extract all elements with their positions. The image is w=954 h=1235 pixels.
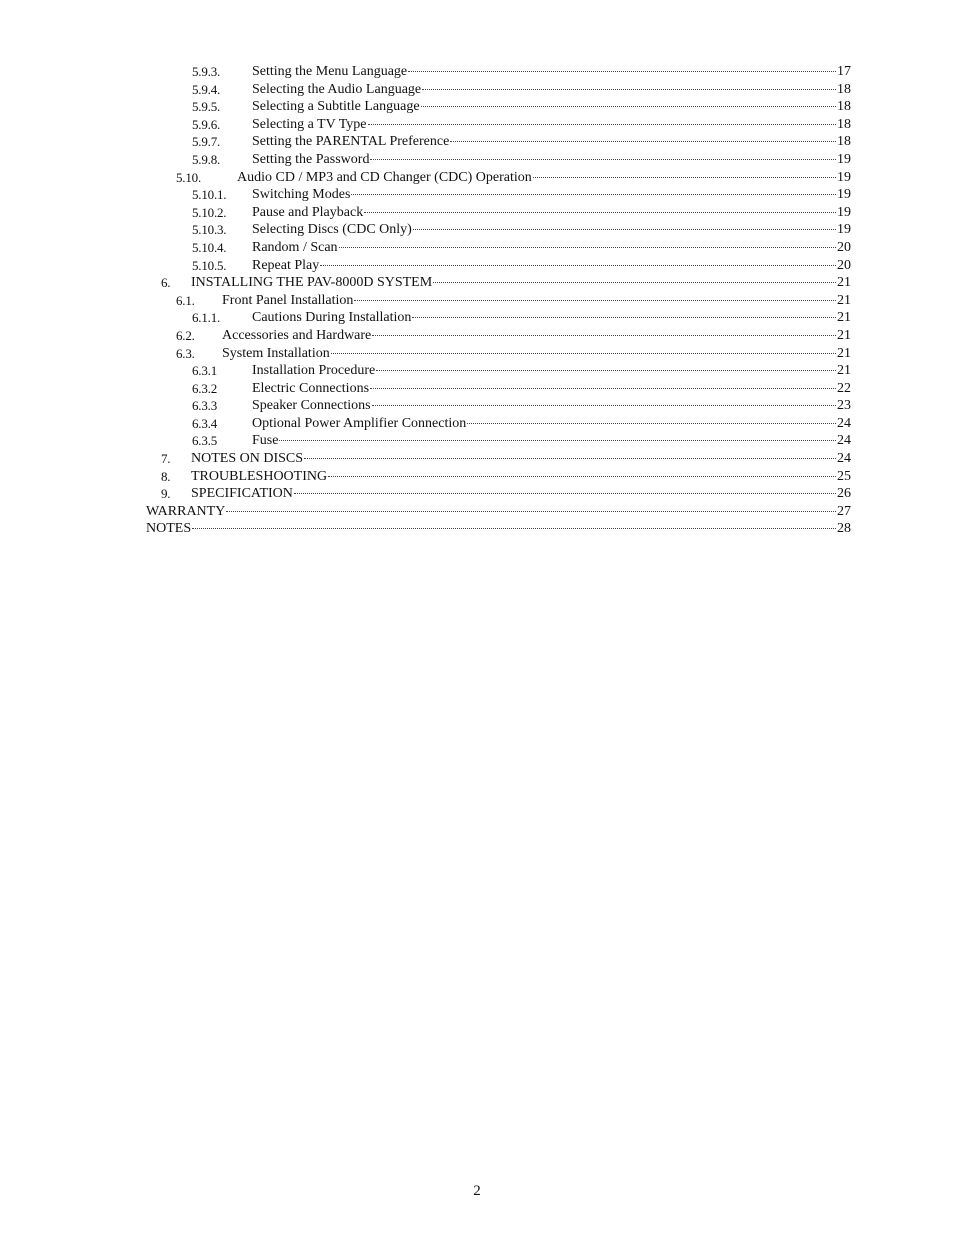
toc-entry[interactable]	[146, 81, 851, 99]
toc-entry[interactable]	[146, 292, 851, 310]
dot-leader	[364, 212, 836, 213]
toc-entry-line	[252, 397, 851, 415]
toc-entry-line	[252, 186, 851, 204]
toc-entry-title: Cautions During Installation	[252, 310, 412, 326]
toc-entry-page: 24	[837, 415, 851, 431]
toc-entry-title: Switching Modes	[252, 187, 351, 203]
toc-entry-page: 28	[837, 521, 851, 537]
toc-entry-number: 5.10.4.	[192, 239, 227, 255]
toc-entry-page: 22	[837, 380, 851, 396]
dot-leader	[408, 71, 836, 72]
toc-entry-number: 6.	[161, 275, 171, 291]
dot-leader	[328, 476, 836, 477]
dot-leader	[372, 405, 836, 406]
toc-entry[interactable]	[146, 274, 851, 292]
dot-leader	[533, 177, 836, 178]
toc-entry[interactable]	[146, 239, 851, 257]
toc-entry-page: 20	[837, 239, 851, 255]
toc-entry-page: 21	[837, 363, 851, 379]
toc-entry-number: 5.9.5.	[192, 99, 221, 115]
toc-entry-line	[252, 415, 851, 433]
toc-entry-line	[252, 362, 851, 380]
toc-entry-page: 17	[837, 64, 851, 79]
toc-entry[interactable]	[146, 362, 851, 380]
dot-leader	[331, 353, 836, 354]
dot-leader	[320, 265, 836, 266]
toc-entry-page: 25	[837, 468, 851, 484]
toc-entry-number: 8.	[161, 468, 171, 484]
toc-entry-title: Pause and Playback	[252, 204, 364, 220]
toc-entry-number: 5.9.4.	[192, 81, 221, 97]
toc-entry[interactable]	[146, 133, 851, 151]
toc-entry-number: 7.	[161, 451, 171, 467]
toc-entry-number: 9.	[161, 486, 171, 502]
toc-entry-title: NOTES	[146, 521, 192, 537]
dot-leader	[304, 458, 836, 459]
toc-entry-number: 6.1.	[176, 292, 195, 308]
toc-entry-line	[191, 468, 851, 486]
toc-entry-title: Selecting the Audio Language	[252, 81, 422, 97]
toc-entry[interactable]	[146, 63, 851, 81]
toc-entry-line	[191, 485, 851, 503]
dot-leader	[192, 528, 836, 529]
toc-entry-page: 19	[837, 204, 851, 220]
toc-entry-page: 21	[837, 275, 851, 291]
dot-leader	[422, 89, 836, 90]
toc-entry[interactable]	[146, 380, 851, 398]
dot-leader	[370, 159, 836, 160]
toc-entry-title: Front Panel Installation	[222, 292, 354, 308]
toc-entry-title: Accessories and Hardware	[222, 327, 372, 343]
toc-entry[interactable]	[146, 432, 851, 450]
toc-entry[interactable]	[146, 98, 851, 116]
dot-leader	[372, 335, 836, 336]
toc-entry-page: 18	[837, 81, 851, 97]
toc-entry-line	[252, 116, 851, 134]
dot-leader	[370, 388, 836, 389]
toc-entry-number: 5.10.	[176, 169, 202, 185]
toc-entry-number: 6.3.4	[192, 415, 218, 431]
toc-entry-page: 24	[837, 451, 851, 467]
toc-entry-line	[252, 98, 851, 116]
toc-entry[interactable]	[146, 415, 851, 433]
toc-entry-line	[252, 309, 851, 327]
toc-entry[interactable]	[146, 468, 851, 486]
toc-entry[interactable]	[146, 309, 851, 327]
toc-entry-number: 5.10.3.	[192, 222, 227, 238]
toc-entry-number: 5.10.5.	[192, 257, 227, 273]
toc-entry-line	[191, 274, 851, 292]
toc-entry-page: 19	[837, 187, 851, 203]
toc-entry-page: 21	[837, 327, 851, 343]
toc-entry[interactable]	[146, 485, 851, 503]
toc-entry-title: Optional Power Amplifier Connection	[252, 415, 467, 431]
dot-leader	[412, 317, 836, 318]
toc-entry-page: 18	[837, 116, 851, 132]
toc-entry-line	[252, 221, 851, 239]
toc-entry-number: 5.9.7.	[192, 134, 221, 150]
toc-entry-line	[252, 204, 851, 222]
toc-entry-page: 19	[837, 169, 851, 185]
toc-entry-title: Electric Connections	[252, 380, 370, 396]
toc-entry-line	[222, 327, 851, 345]
toc-entry[interactable]	[146, 450, 851, 468]
dot-leader	[351, 194, 836, 195]
toc-entry-title: SPECIFICATION	[191, 486, 293, 502]
toc-entry-title: Fuse	[252, 433, 279, 449]
dot-leader	[354, 300, 836, 301]
toc-entry-title: Setting the Password	[252, 151, 370, 167]
toc-entry-title: Selecting a TV Type	[252, 116, 367, 132]
toc-entry-number: 6.2.	[176, 327, 195, 343]
toc-entry[interactable]	[146, 151, 851, 169]
toc-entry-title: NOTES ON DISCS	[191, 451, 304, 467]
toc-entry-line	[252, 380, 851, 398]
toc-entry-number: 6.3.1	[192, 363, 218, 379]
toc-entry-title: INSTALLING THE PAV-8000D SYSTEM	[191, 275, 433, 291]
dot-leader	[467, 423, 836, 424]
toc-entry-page: 21	[837, 292, 851, 308]
toc-entry-line	[252, 432, 851, 450]
toc-entry-page: 23	[837, 398, 851, 414]
dot-leader	[413, 229, 836, 230]
toc-entry-title: Selecting a Subtitle Language	[252, 99, 420, 115]
toc-entry-number: 5.9.8.	[192, 151, 221, 167]
dot-leader	[421, 106, 836, 107]
toc-entry-number: 5.9.6.	[192, 116, 221, 132]
toc-entry-number: 5.10.2.	[192, 204, 227, 220]
dot-leader	[339, 247, 836, 248]
toc-entry-number: 5.10.1.	[192, 187, 227, 203]
dot-leader	[368, 124, 836, 125]
toc-entry-number: 6.3.3	[192, 398, 218, 414]
toc-entry-title: System Installation	[222, 345, 330, 361]
toc-entry-page: 18	[837, 134, 851, 150]
page-number: 2	[473, 1183, 481, 1199]
toc-entry-title: Setting the PARENTAL Preference	[252, 134, 450, 150]
toc-entry-number: 6.1.1.	[192, 310, 221, 326]
table-of-contents	[146, 63, 851, 538]
toc-entry-number: 5.9.3.	[192, 64, 221, 79]
toc-entry-page: 21	[837, 310, 851, 326]
toc-entry[interactable]	[146, 503, 851, 521]
toc-entry-line	[191, 450, 851, 468]
toc-entry-line	[252, 257, 851, 275]
toc-entry-page: 19	[837, 151, 851, 167]
toc-entry-page: 18	[837, 99, 851, 115]
toc-entry-title: Speaker Connections	[252, 398, 371, 414]
toc-entry-page: 20	[837, 257, 851, 273]
toc-entry-line	[252, 239, 851, 257]
toc-entry[interactable]	[146, 327, 851, 345]
dot-leader	[294, 493, 836, 494]
toc-entry-page: 21	[837, 345, 851, 361]
toc-entry-number: 6.3.5	[192, 433, 218, 449]
toc-entry-line	[252, 133, 851, 151]
toc-entry-number: 6.3.2	[192, 380, 218, 396]
toc-entry[interactable]	[146, 186, 851, 204]
toc-entry-number: 6.3.	[176, 345, 195, 361]
toc-entry-page: 24	[837, 433, 851, 449]
toc-entry-title: Audio CD / MP3 and CD Changer (CDC) Operation	[237, 169, 532, 185]
toc-entry[interactable]	[146, 520, 851, 538]
toc-entry-title: Installation Procedure	[252, 363, 376, 379]
toc-entry-line	[146, 520, 851, 538]
toc-entry-title: Setting the Menu Language	[252, 64, 408, 79]
toc-entry[interactable]	[146, 169, 851, 187]
toc-entry[interactable]	[146, 116, 851, 134]
toc-entry-title: Random / Scan	[252, 239, 338, 255]
toc-entry[interactable]	[146, 257, 851, 275]
dot-leader	[226, 511, 836, 512]
toc-entry-page: 26	[837, 486, 851, 502]
toc-entry-line	[252, 63, 851, 81]
toc-entry-page: 19	[837, 222, 851, 238]
toc-entry-title: Repeat Play	[252, 257, 320, 273]
toc-entry[interactable]	[146, 204, 851, 222]
toc-entry-line	[252, 151, 851, 169]
toc-entry-title: WARRANTY	[146, 503, 226, 519]
toc-entry-title: Selecting Discs (CDC Only)	[252, 222, 412, 238]
dot-leader	[450, 141, 836, 142]
dot-leader	[279, 440, 836, 441]
toc-entry-line	[222, 345, 851, 363]
toc-entry-line	[237, 169, 851, 187]
dot-leader	[433, 282, 836, 283]
toc-entry-page: 27	[837, 503, 851, 519]
toc-entry-line	[146, 503, 851, 521]
toc-entry[interactable]	[146, 345, 851, 363]
toc-entry[interactable]	[146, 221, 851, 239]
toc-entry-line	[252, 81, 851, 99]
toc-entry-line	[222, 292, 851, 310]
dot-leader	[376, 370, 836, 371]
toc-entry[interactable]	[146, 397, 851, 415]
toc-entry-title: TROUBLESHOOTING	[191, 468, 328, 484]
